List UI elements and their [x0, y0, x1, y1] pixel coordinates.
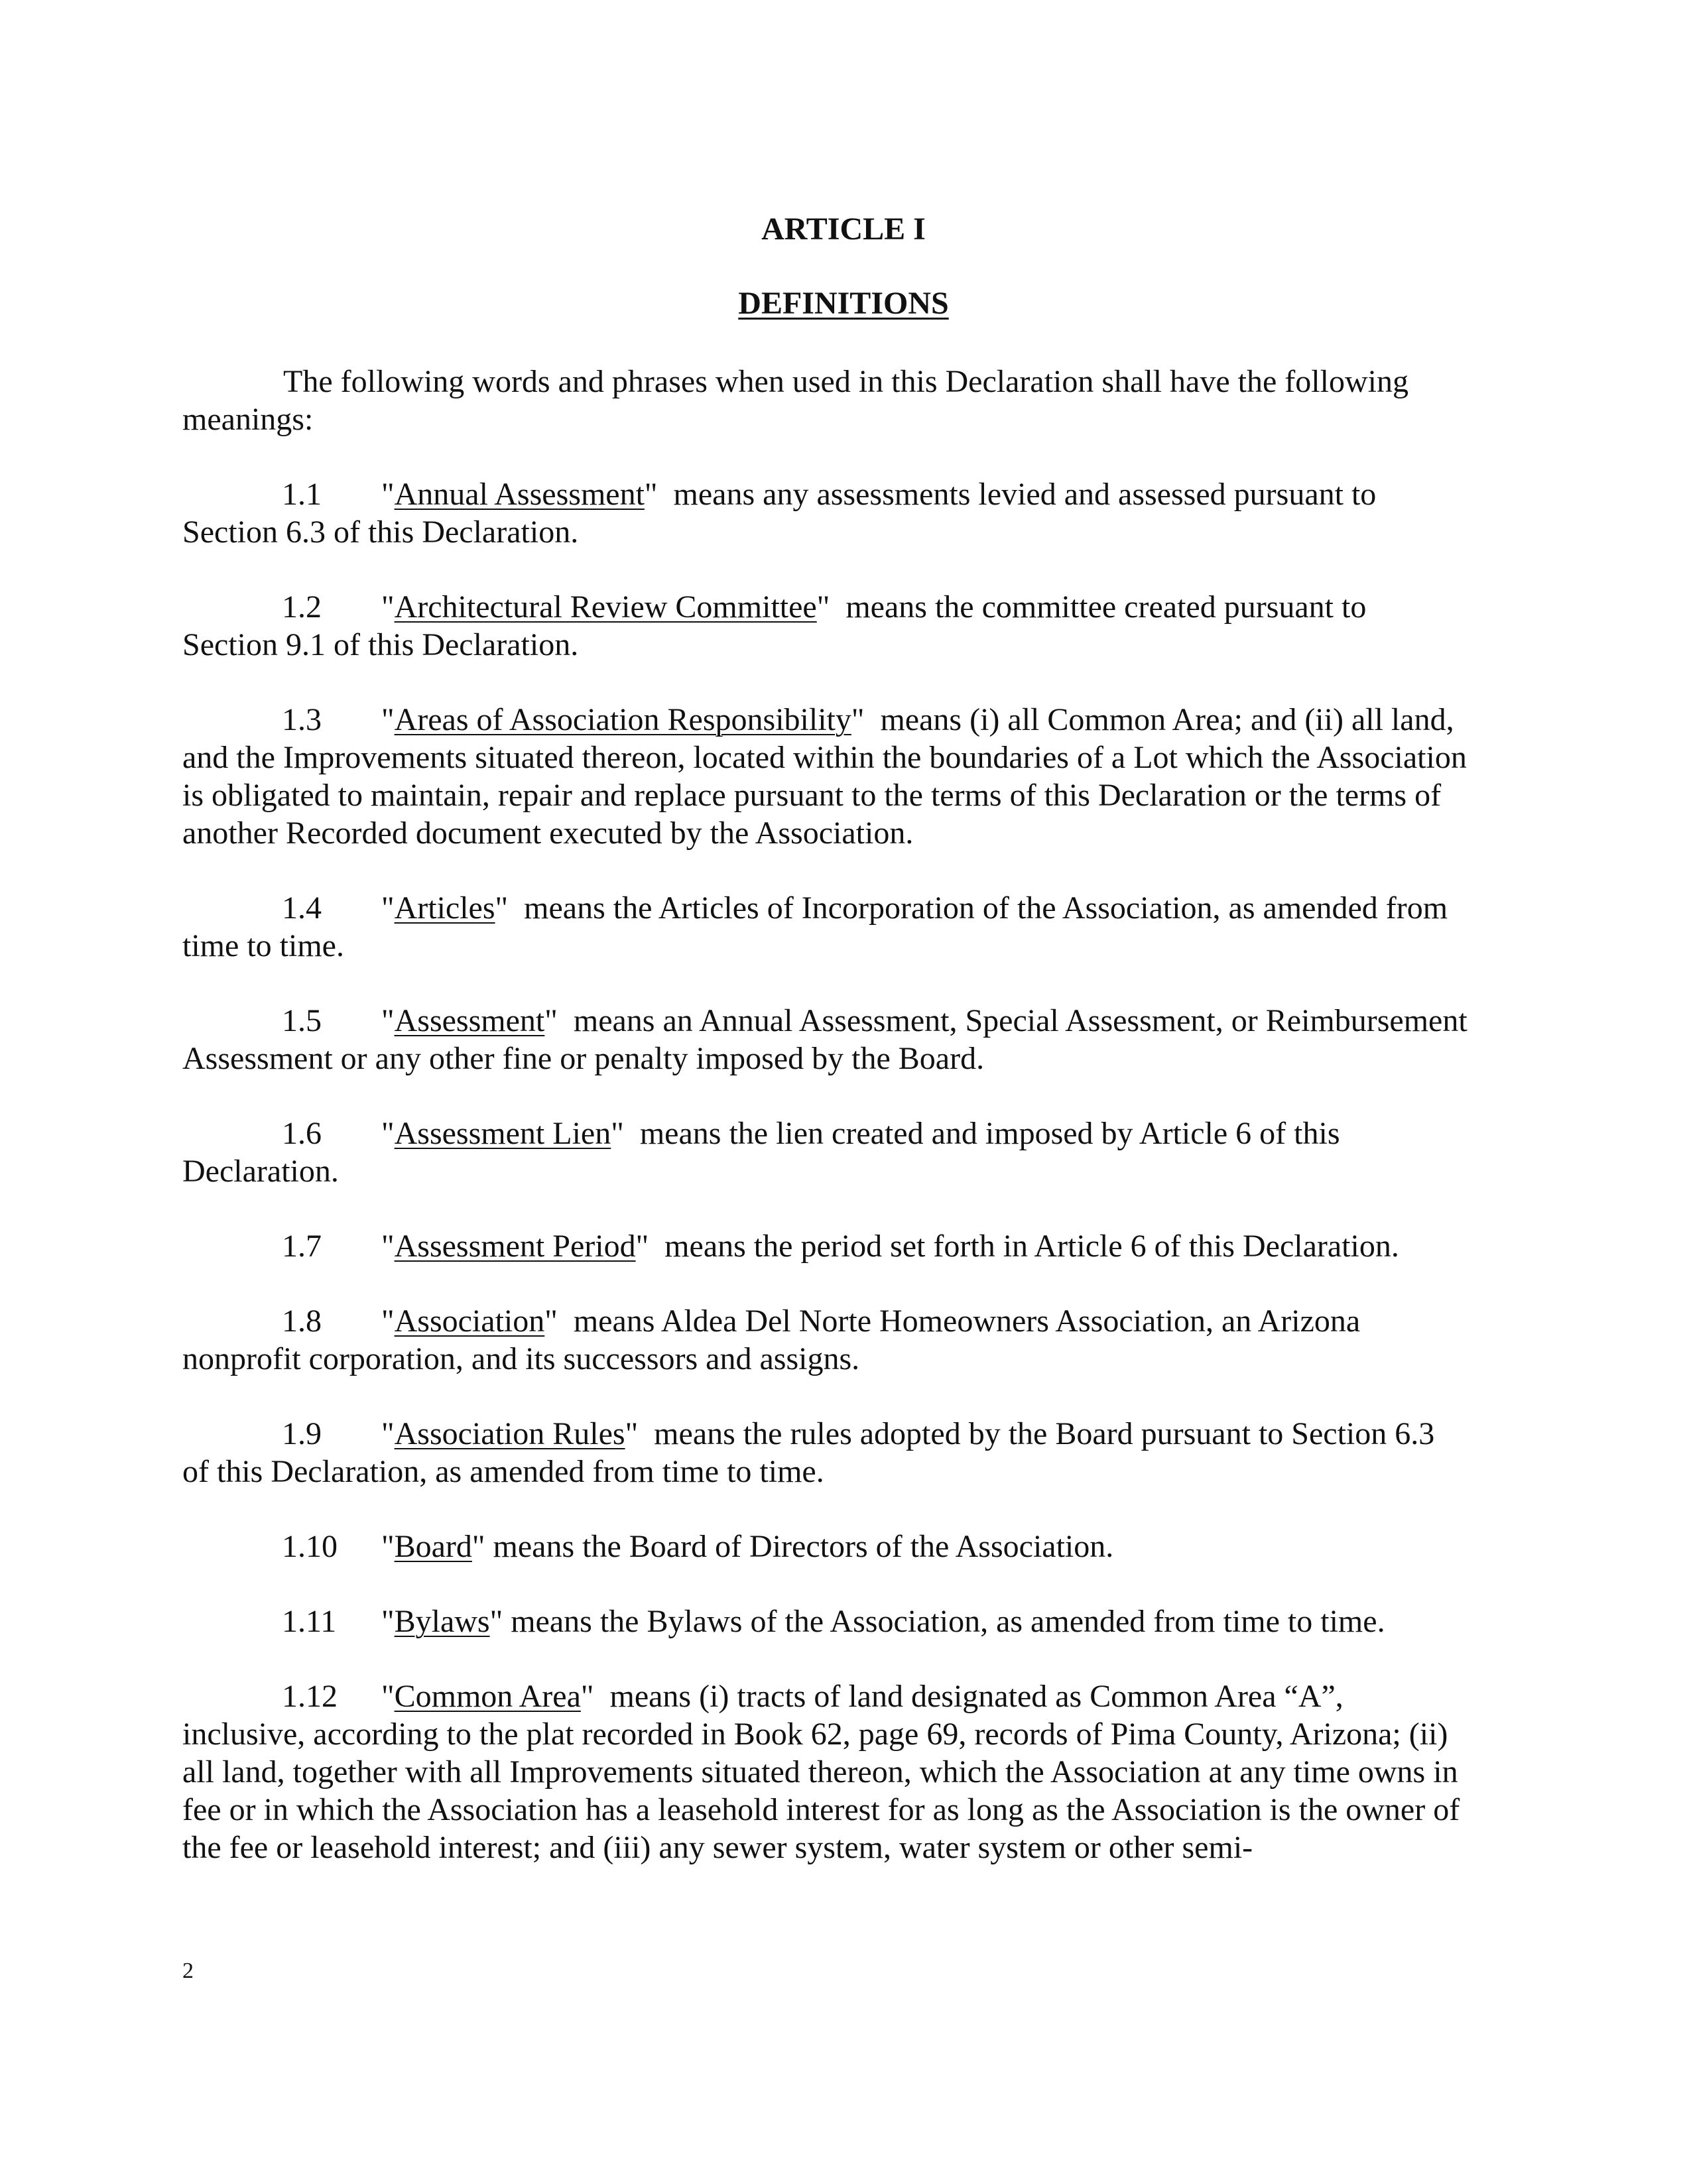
definition-1-1: 1.1 "Annual Assessment" means any assessments levied and assessed pursuant to Section 6.3 of this Declaration. — [182, 477, 1377, 550]
definition-number: 1.8 — [282, 1304, 322, 1339]
definition-text: means Aldea Del Norte Homeowners Association, an Arizona nonprofit corporation, and its successors and assigns. — [182, 1304, 1361, 1376]
definition-1-11: 1.11 "Bylaws" means the Bylaws of the Association, as amended from time to time. — [282, 1604, 1385, 1639]
definition-1-2: 1.2 "Architectural Review Committee" means the committee created pursuant to Section 9.1 of this Declaration. — [182, 589, 1367, 662]
definition-term: Assessment Period — [394, 1229, 636, 1264]
definition-1-5: 1.5 "Assessment" means an Annual Assessment, Special Assessment, or Reimbursement Assessment or any other fine or penalty imposed by the Board. — [182, 1003, 1468, 1076]
definition-1-6: 1.6 "Assessment Lien" means the lien created and imposed by Article 6 of this Declaration. — [182, 1116, 1340, 1189]
definition-1-8: 1.8 "Association" means Aldea Del Norte Homeowners Association, an Arizona nonprofit corporation, and its successors and assigns. — [182, 1304, 1361, 1376]
definition-text: means (i) all Common Area; and (ii) all land, and the Improvements situated thereon, located within the boundaries of a Lot which the Association is obligated to maintain, repair and replace pursuant to the terms of this Declaration or the terms of another Recorded document executed by the Association. — [182, 702, 1467, 851]
definition-1-12: 1.12 "Common Area" means (i) tracts of land designated as Common Area “A”, inclusive, according to the plat recorded in Book 62, page 69, records of Pima County, Arizona; (ii) all land, together with all Improvements situated thereon, which the Association at any time owns in fee or in which the Association has a leasehold interest for as long as the Association is the owner of the fee or leasehold interest; and (iii) any sewer system, water system or other semi- — [182, 1679, 1460, 1865]
definition-number: 1.7 — [282, 1229, 322, 1264]
definition-text: means any assessments levied and assessed pursuant to Section 6.3 of this Declaration. — [182, 477, 1377, 550]
article-subtitle-text: DEFINITIONS — [738, 286, 949, 321]
definition-term: Association — [394, 1304, 545, 1339]
definition-1-7: 1.7 "Assessment Period" means the period set forth in Article 6 of this Declaration. — [282, 1229, 1399, 1264]
definition-number: 1.9 — [282, 1416, 322, 1451]
definition-text: means an Annual Assessment, Special Assessment, or Reimbursement Assessment or any other fine or penalty imposed by the Board. — [182, 1003, 1468, 1076]
definition-text: means the Articles of Incorporation of the Association, as amended from time to time. — [182, 890, 1448, 963]
definition-term: Bylaws — [394, 1604, 490, 1639]
intro-paragraph: The following words and phrases when used in this Declaration shall have the following meanings: — [182, 364, 1408, 437]
definition-number: 1.4 — [282, 890, 322, 926]
definition-text: means the Bylaws of the Association, as amended from time to time. — [511, 1604, 1385, 1639]
definition-number: 1.10 — [282, 1529, 338, 1564]
article-title: ARTICLE I — [761, 212, 926, 247]
definition-number: 1.1 — [282, 477, 322, 512]
definition-number: 1.5 — [282, 1003, 322, 1038]
definition-1-10: 1.10 "Board" means the Board of Directors of the Association. — [282, 1529, 1114, 1564]
definition-term: Common Area — [394, 1679, 581, 1714]
definition-text: means the lien created and imposed by Article 6 of this Declaration. — [182, 1116, 1340, 1189]
definition-term: Assessment Lien — [394, 1116, 611, 1151]
definition-term: Assessment — [394, 1003, 545, 1038]
definition-text: means the rules adopted by the Board pursuant to Section 6.3 of this Declaration, as amended from time to time. — [182, 1416, 1435, 1489]
definition-term: Board — [394, 1529, 472, 1564]
definition-term: Areas of Association Responsibility — [394, 702, 851, 737]
definition-1-3: 1.3 "Areas of Association Responsibility" means (i) all Common Area; and (ii) all land, and the Improvements situated thereon, located within the boundaries of a Lot which the Association is obligated to maintain, repair and replace pursuant to the terms of this Declaration or the terms of another Recorded document executed by the Association. — [182, 702, 1467, 851]
definition-number: 1.2 — [282, 589, 322, 625]
definition-1-4: 1.4 "Articles" means the Articles of Incorporation of the Association, as amended from time to time. — [182, 890, 1448, 963]
definition-text: means the Board of Directors of the Association. — [493, 1529, 1114, 1564]
definition-1-9: 1.9 "Association Rules" means the rules adopted by the Board pursuant to Section 6.3 of this Declaration, as amended from time to time. — [182, 1416, 1435, 1489]
definition-number: 1.11 — [282, 1604, 337, 1639]
definition-term: Architectural Review Committee — [394, 589, 817, 625]
definition-number: 1.6 — [282, 1116, 322, 1151]
definition-text: means the committee created pursuant to Section 9.1 of this Declaration. — [182, 589, 1367, 662]
definition-text: means the period set forth in Article 6 of this Declaration. — [664, 1229, 1399, 1264]
definition-term: Association Rules — [394, 1416, 625, 1451]
definition-text: means (i) tracts of land designated as Common Area “A”, inclusive, according to the plat recorded in Book 62, page 69, records of Pima County, Arizona; (ii) all land, together with all Improvements situated thereon, which the Association at any time owns in fee or in which the Association has a leasehold interest for as long as the Association is the owner of the fee or leasehold interest; and (iii) any sewer system, water system or other semi- — [182, 1679, 1460, 1865]
definition-term: Annual Assessment — [394, 477, 645, 512]
definition-number: 1.3 — [282, 702, 322, 737]
definition-term: Articles — [394, 890, 495, 926]
article-subtitle — [0, 285, 1687, 322]
page-number: 2 — [182, 1959, 194, 1983]
definition-number: 1.12 — [282, 1679, 338, 1714]
document-body — [182, 363, 1469, 1904]
